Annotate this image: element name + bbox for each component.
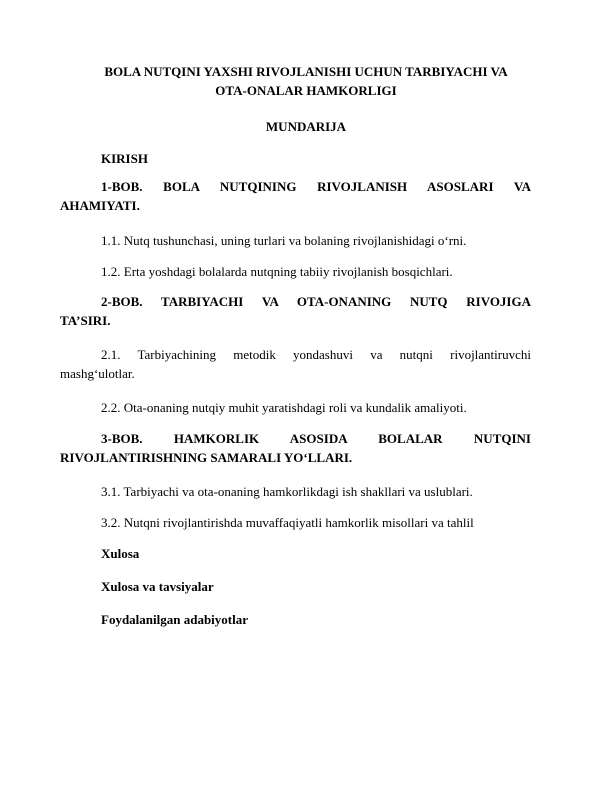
document-title-line-1: BOLA NUTQINI YAXSHI RIVOJLANISHI UCHUN TARBIYACHI VA [104, 64, 508, 79]
toc-entry-section-2-2: 2.2. Ota-onaning nutqiy muhit yaratishdagi roli va kundalik amaliyoti. [101, 400, 467, 415]
document-title-line-2: OTA-ONALAR HAMKORLIGI [215, 83, 397, 98]
toc-entry-chapter-2-line-1: 2-BOB. TARBIYACHI VA OTA-ONANING NUTQ RIVOJIGA [101, 294, 531, 309]
toc-entry-conclusion: Xulosa [101, 546, 140, 561]
toc-entry-introduction: KIRISH [101, 151, 148, 166]
toc-entry-section-2-1-line-1: 2.1. Tarbiyachining metodik yondashuvi va nutqni rivojlantiruvchi [101, 347, 531, 362]
toc-entry-chapter-2-line-2: TA’SIRI. [60, 313, 111, 328]
toc-entry-section-1-1: 1.1. Nutq tushunchasi, uning turlari va bolaning rivojlanishidagi o‘rni. [101, 233, 467, 248]
toc-entry-chapter-1-line-1: 1-BOB. BOLA NUTQINING RIVOJLANISH ASOSLARI VA [101, 179, 531, 194]
toc-entry-section-2-1-line-2: mashg‘ulotlar. [60, 366, 135, 381]
contents-heading: MUNDARIJA [265, 119, 347, 134]
toc-entry-section-3-2: 3.2. Nutqni rivojlantirishda muvaffaqiyatli hamkorlik misollari va tahlil [101, 515, 474, 530]
toc-entry-conclusions-and-recommendations: Xulosa va tavsiyalar [101, 579, 214, 594]
toc-entry-section-3-1: 3.1. Tarbiyachi va ota-onaning hamkorlikdagi ish shakllari va uslublari. [101, 484, 473, 499]
toc-entry-section-1-2: 1.2. Erta yoshdagi bolalarda nutqning tabiiy rivojlanish bosqichlari. [101, 264, 453, 279]
toc-entry-references: Foydalanilgan adabiyotlar [101, 612, 248, 627]
toc-entry-chapter-3-line-2: RIVOJLANTIRISHNING SAMARALI YO‘LLARI. [60, 450, 353, 465]
toc-entry-chapter-1-line-2: AHAMIYATI. [60, 198, 140, 213]
toc-entry-chapter-3-line-1: 3-BOB. HAMKORLIK ASOSIDA BOLALAR NUTQINI [101, 431, 531, 446]
